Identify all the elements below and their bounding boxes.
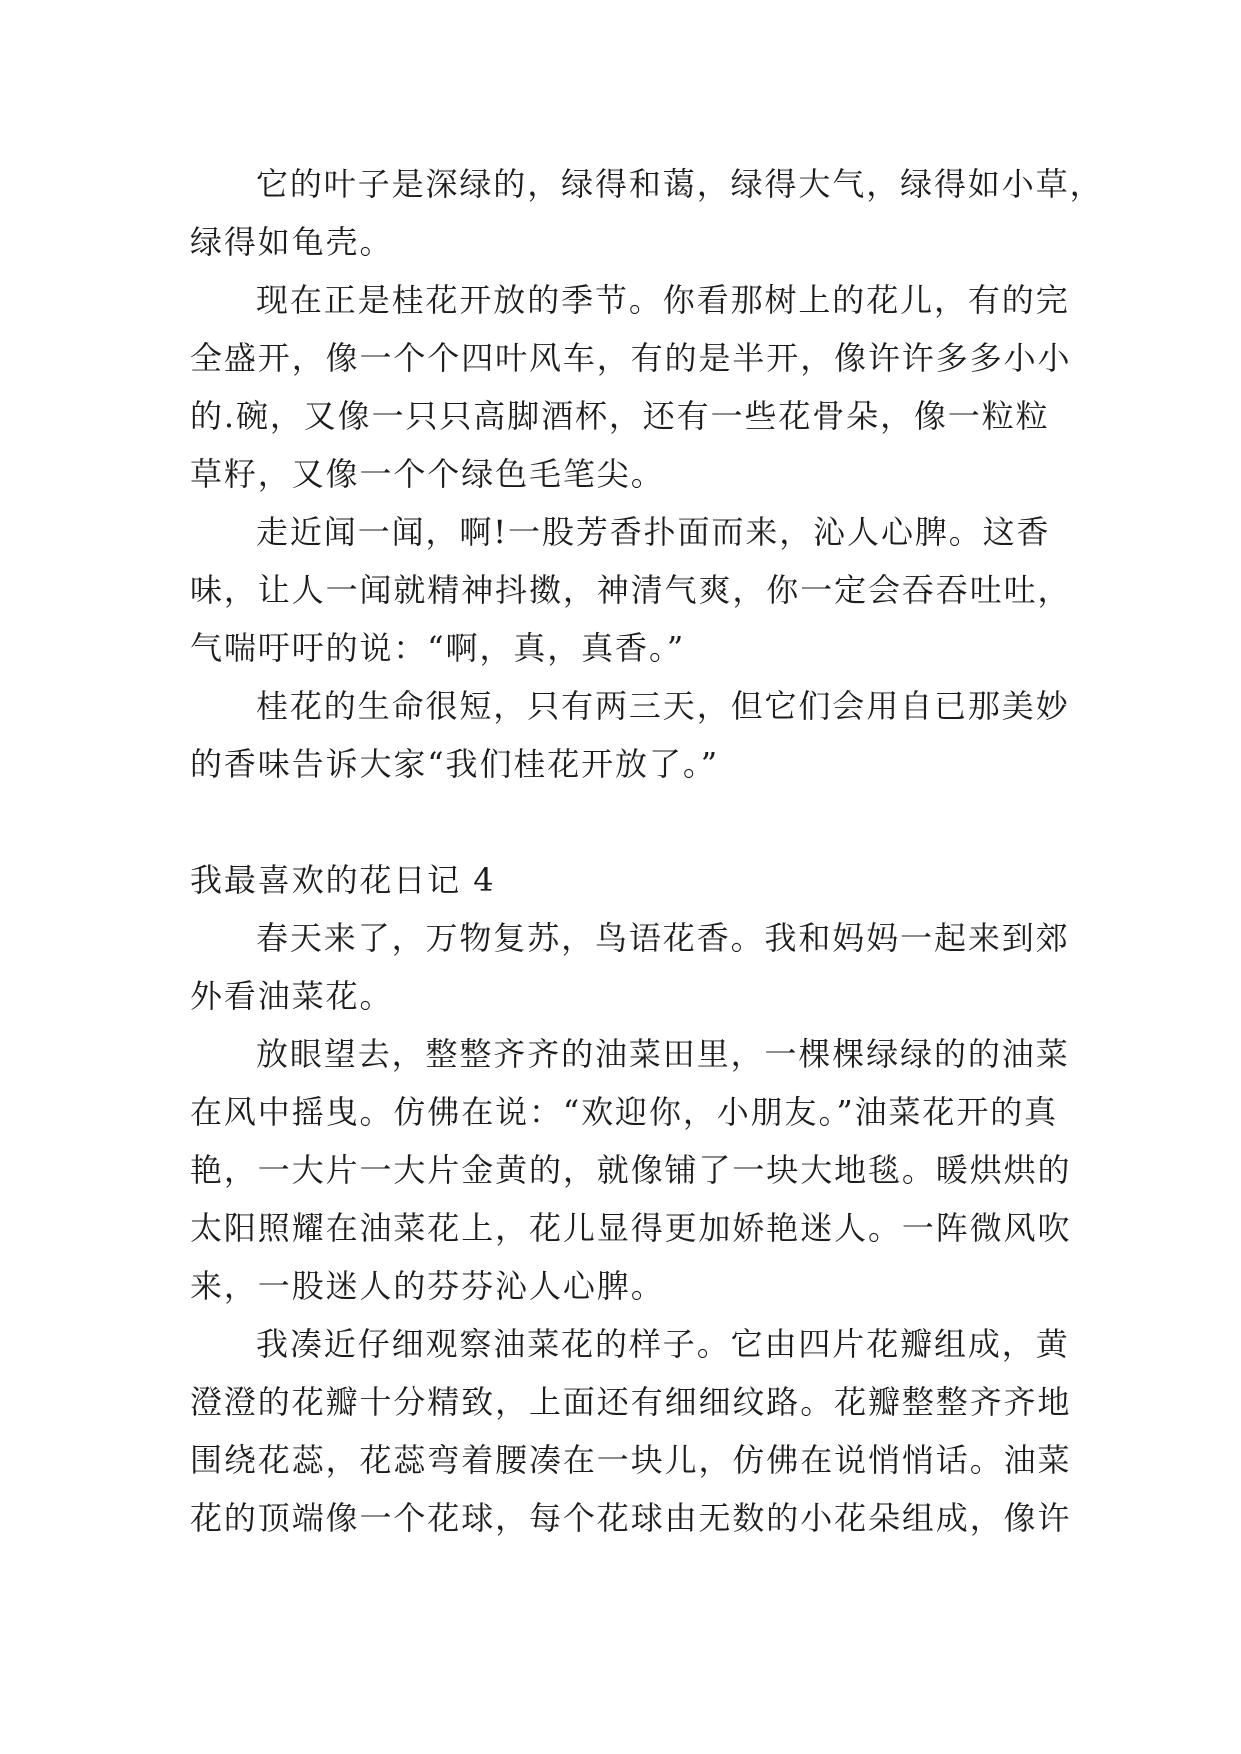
paragraph	[190, 677, 1070, 793]
text-line: 现在正是桂花开放的季节。你看那树上的花儿，有的完	[256, 281, 1070, 319]
paragraph	[190, 155, 1104, 271]
text-line: 围绕花蕊，花蕊弯着腰凑在一块儿，仿佛在说悄悄话。油菜	[190, 1441, 1072, 1479]
text-line: 春天来了，万物复苏，鸟语花香。我和妈妈一起来到郊	[256, 919, 1070, 957]
text-line: 外看油菜花。	[190, 977, 394, 1015]
text-line: 气喘吁吁的说：“啊，真，真香。”	[190, 629, 686, 667]
text-line: 放眼望去，整整齐齐的油菜田里，一棵棵绿绿的的油菜	[256, 1035, 1070, 1073]
document-body	[190, 155, 1104, 1547]
text-line: 我凑近仔细观察油菜花的样子。它由四片花瓣组成，黄	[256, 1325, 1070, 1363]
text-line: 全盛开，像一个个四叶风车，有的是半开，像许许多多小小	[190, 339, 1072, 377]
paragraph	[190, 1315, 1072, 1547]
text-line: 走近闻一闻，啊!一股芳香扑面而来，沁人心脾。这香	[256, 513, 1051, 551]
text-line: 花的顶端像一个花球，每个花球由无数的小花朵组成，像许	[190, 1499, 1072, 1537]
text-line: 在风中摇曳。仿佛在说：“欢迎你，小朋友。”油菜花开的真	[190, 1093, 1059, 1131]
text-line: 的香味告诉大家“我们桂花开放了。”	[190, 745, 720, 783]
text-line: 的.碗，又像一只只高脚酒杯，还有一些花骨朵，像一粒粒	[190, 397, 1050, 435]
text-line: 太阳照耀在油菜花上，花儿显得更加娇艳迷人。一阵微风吹	[190, 1209, 1072, 1247]
text-line: 味，让人一闻就精神抖擞，神清气爽，你一定会吞吞吐吐，	[190, 571, 1072, 609]
text-line: 澄澄的花瓣十分精致，上面还有细细纹路。花瓣整整齐齐地	[190, 1383, 1072, 1421]
text-line: 艳，一大片一大片金黄的，就像铺了一块大地毯。暖烘烘的	[190, 1151, 1072, 1189]
paragraph	[190, 1025, 1072, 1315]
paragraph	[190, 503, 1072, 677]
text-line: 桂花的生命很短，只有两三天，但它们会用自已那美妙	[256, 687, 1070, 725]
text-line: 它的叶子是深绿的，绿得和蔼，绿得大气，绿得如小草，	[256, 165, 1104, 203]
section-heading: 我最喜欢的花日记 4	[190, 861, 496, 899]
paragraph	[190, 271, 1072, 503]
paragraph	[190, 909, 1070, 1025]
text-line: 绿得如龟壳。	[190, 223, 394, 261]
text-line: 来，一股迷人的芬芬沁人心脾。	[190, 1267, 665, 1305]
text-line: 草籽，又像一个个绿色毛笔尖。	[190, 455, 665, 493]
